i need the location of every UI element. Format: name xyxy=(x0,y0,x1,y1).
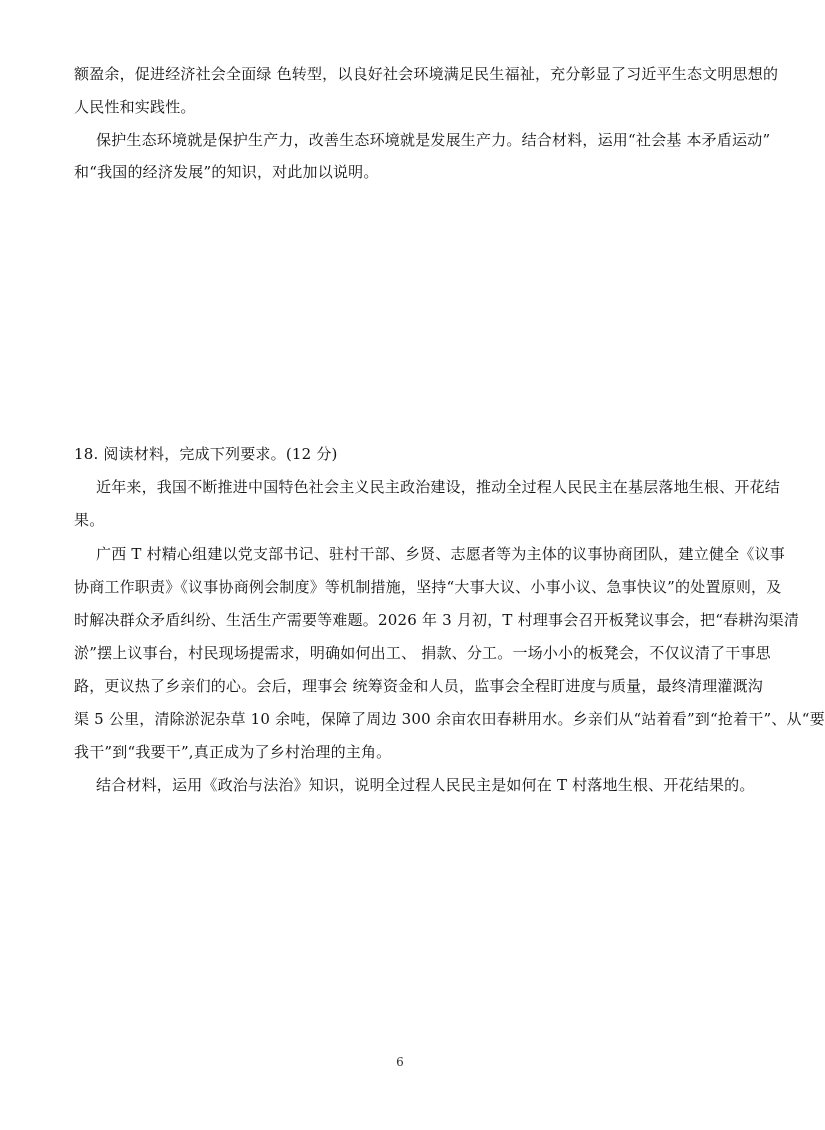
q18-prompt: 结合材料，运用《政治与法治》知识，说明全过程人民民主是如何在 T 村落地生根、开花结果的。 xyxy=(96,776,755,794)
q18-para2-line-2: 协商工作职责》《议事协商例会制度》等机制措施，坚持“大事大议、小事小议、急事快议”的处置原则，及 xyxy=(74,578,782,596)
q18-para2-line-4: 淤”摆上议事台，村民现场提需求，明确如何出工、 捐款、分工。一场小小的板凳会，不仅议清了干事思 xyxy=(74,644,771,662)
q18-para1-line-1: 近年来，我国不断推进中国特色社会主义民主政治建设，推动全过程人民民主在基层落地生根、开花结 xyxy=(96,478,781,496)
q18-para2-line-1: 广西 T 村精心组建以党支部书记、驻村干部、乡贤、志愿者等为主体的议事协商团队，建立健全《议事 xyxy=(96,545,785,563)
page-number: 6 xyxy=(396,1055,404,1069)
continuation-line-1: 额盈余，促进经济社会全面绿 色转型，以良好社会环境满足民生福祉，充分彰显了习近平生态文明思想的 xyxy=(74,65,779,83)
q18-para2-line-7: 我干”到“我要干”,真正成为了乡村治理的主角。 xyxy=(74,743,392,761)
q18-para1-line-2: 果。 xyxy=(74,511,105,529)
q18-para2-line-3: 时解决群众矛盾纠纷、生活生产需要等难题。2026 年 3 月初，T 村理事会召开板凳议事会，把“春耕沟渠清 xyxy=(74,611,800,629)
q17-prompt-line-2: 和“我国的经济发展”的知识，对此加以说明。 xyxy=(74,163,379,181)
q18-heading: 18. 阅读材料，完成下列要求。(12 分) xyxy=(74,445,338,463)
q18-para2-line-6: 渠 5 公里，清除淤泥杂草 10 余吨，保障了周边 300 余亩农田春耕用水。乡亲们从“站着看”到“抢着干”、从“要 xyxy=(74,710,825,728)
q17-prompt-line-1: 保护生态环境就是保护生产力，改善生态环境就是发展生产力。结合材料，运用“社会基 本矛盾运动” xyxy=(96,131,771,149)
continuation-line-2: 人民性和实践性。 xyxy=(74,98,196,116)
q18-para2-line-5: 路，更议热了乡亲们的心。会后，理事会 统筹资金和人员，监事会全程盯进度与质量，最终清理灌溉沟 xyxy=(74,677,763,695)
